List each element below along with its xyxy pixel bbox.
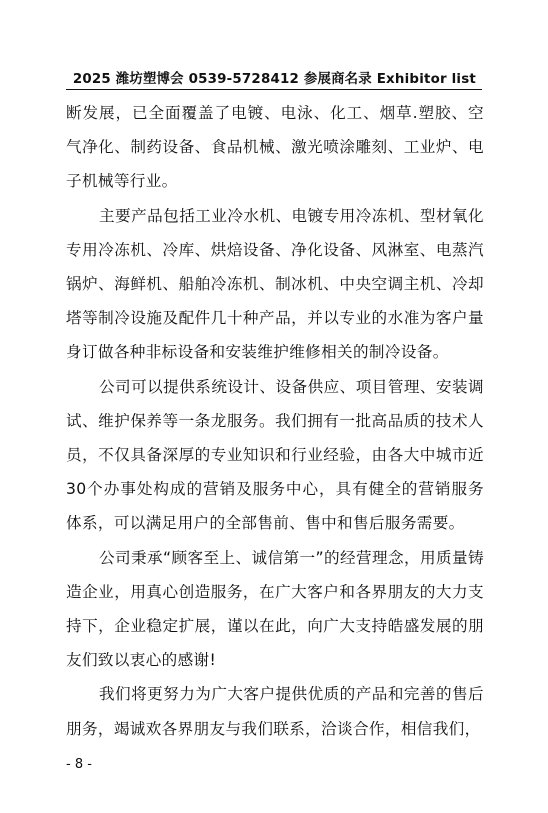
body-text [66,96,484,746]
paragraph-2: 主要产品包括工业冷水机、电镀专用冷冻机、型材氧化专用冷冻机、冷库、烘焙设备、净化设备、风淋室、电蒸汽锅炉、海鲜机、船舶冷冻机、制冰机、中央空调主机、冷却塔等制冷设施及配件几十种产品，并以专业的水准为客户量身订做各种非标设备和安装维护维修相关的制冷设备。 [66,206,484,362]
header-title: 2025 潍坊塑博会 0539-5728412 参展商名录 Exhibitor list [72,72,476,87]
paragraph-1: 断发展，已全面覆盖了电镀、电泳、化工、烟草.塑胶、空气净化、制药设备、食品机械、激光喷涂雕刻、工业炉、电子机械等行业。 [66,104,484,191]
paragraph-5: 我们将更努力为广大客户提供优质的产品和完善的售后朋务，竭诚欢各界朋友与我们联系，洽谈合作，相信我们， [66,685,484,738]
page-number: - 8 - [66,757,92,772]
paragraph-3: 公司可以提供系统设计、设备供应、项目管理、安装调试、维护保养等一条龙服务。我们拥有一批高品质的技术人员，不仅具备深厚的专业知识和行业经验，由各大中城市近30个办事处构成的营销及服务中心，具有健全的营销服务体系，可以满足用户的全部售前、售中和售后服务需要。 [66,377,484,533]
running-header [66,66,482,90]
paragraph-4: 公司秉承“顾客至上、诚信第一”的经营理念，用质量铸造企业，用真心创造服务，在广大客户和各界朋友的大力支持下，企业稳定扩展，谨以在此，向广大支持皓盛发展的朋友们致以衷心的感谢! [66,548,484,670]
